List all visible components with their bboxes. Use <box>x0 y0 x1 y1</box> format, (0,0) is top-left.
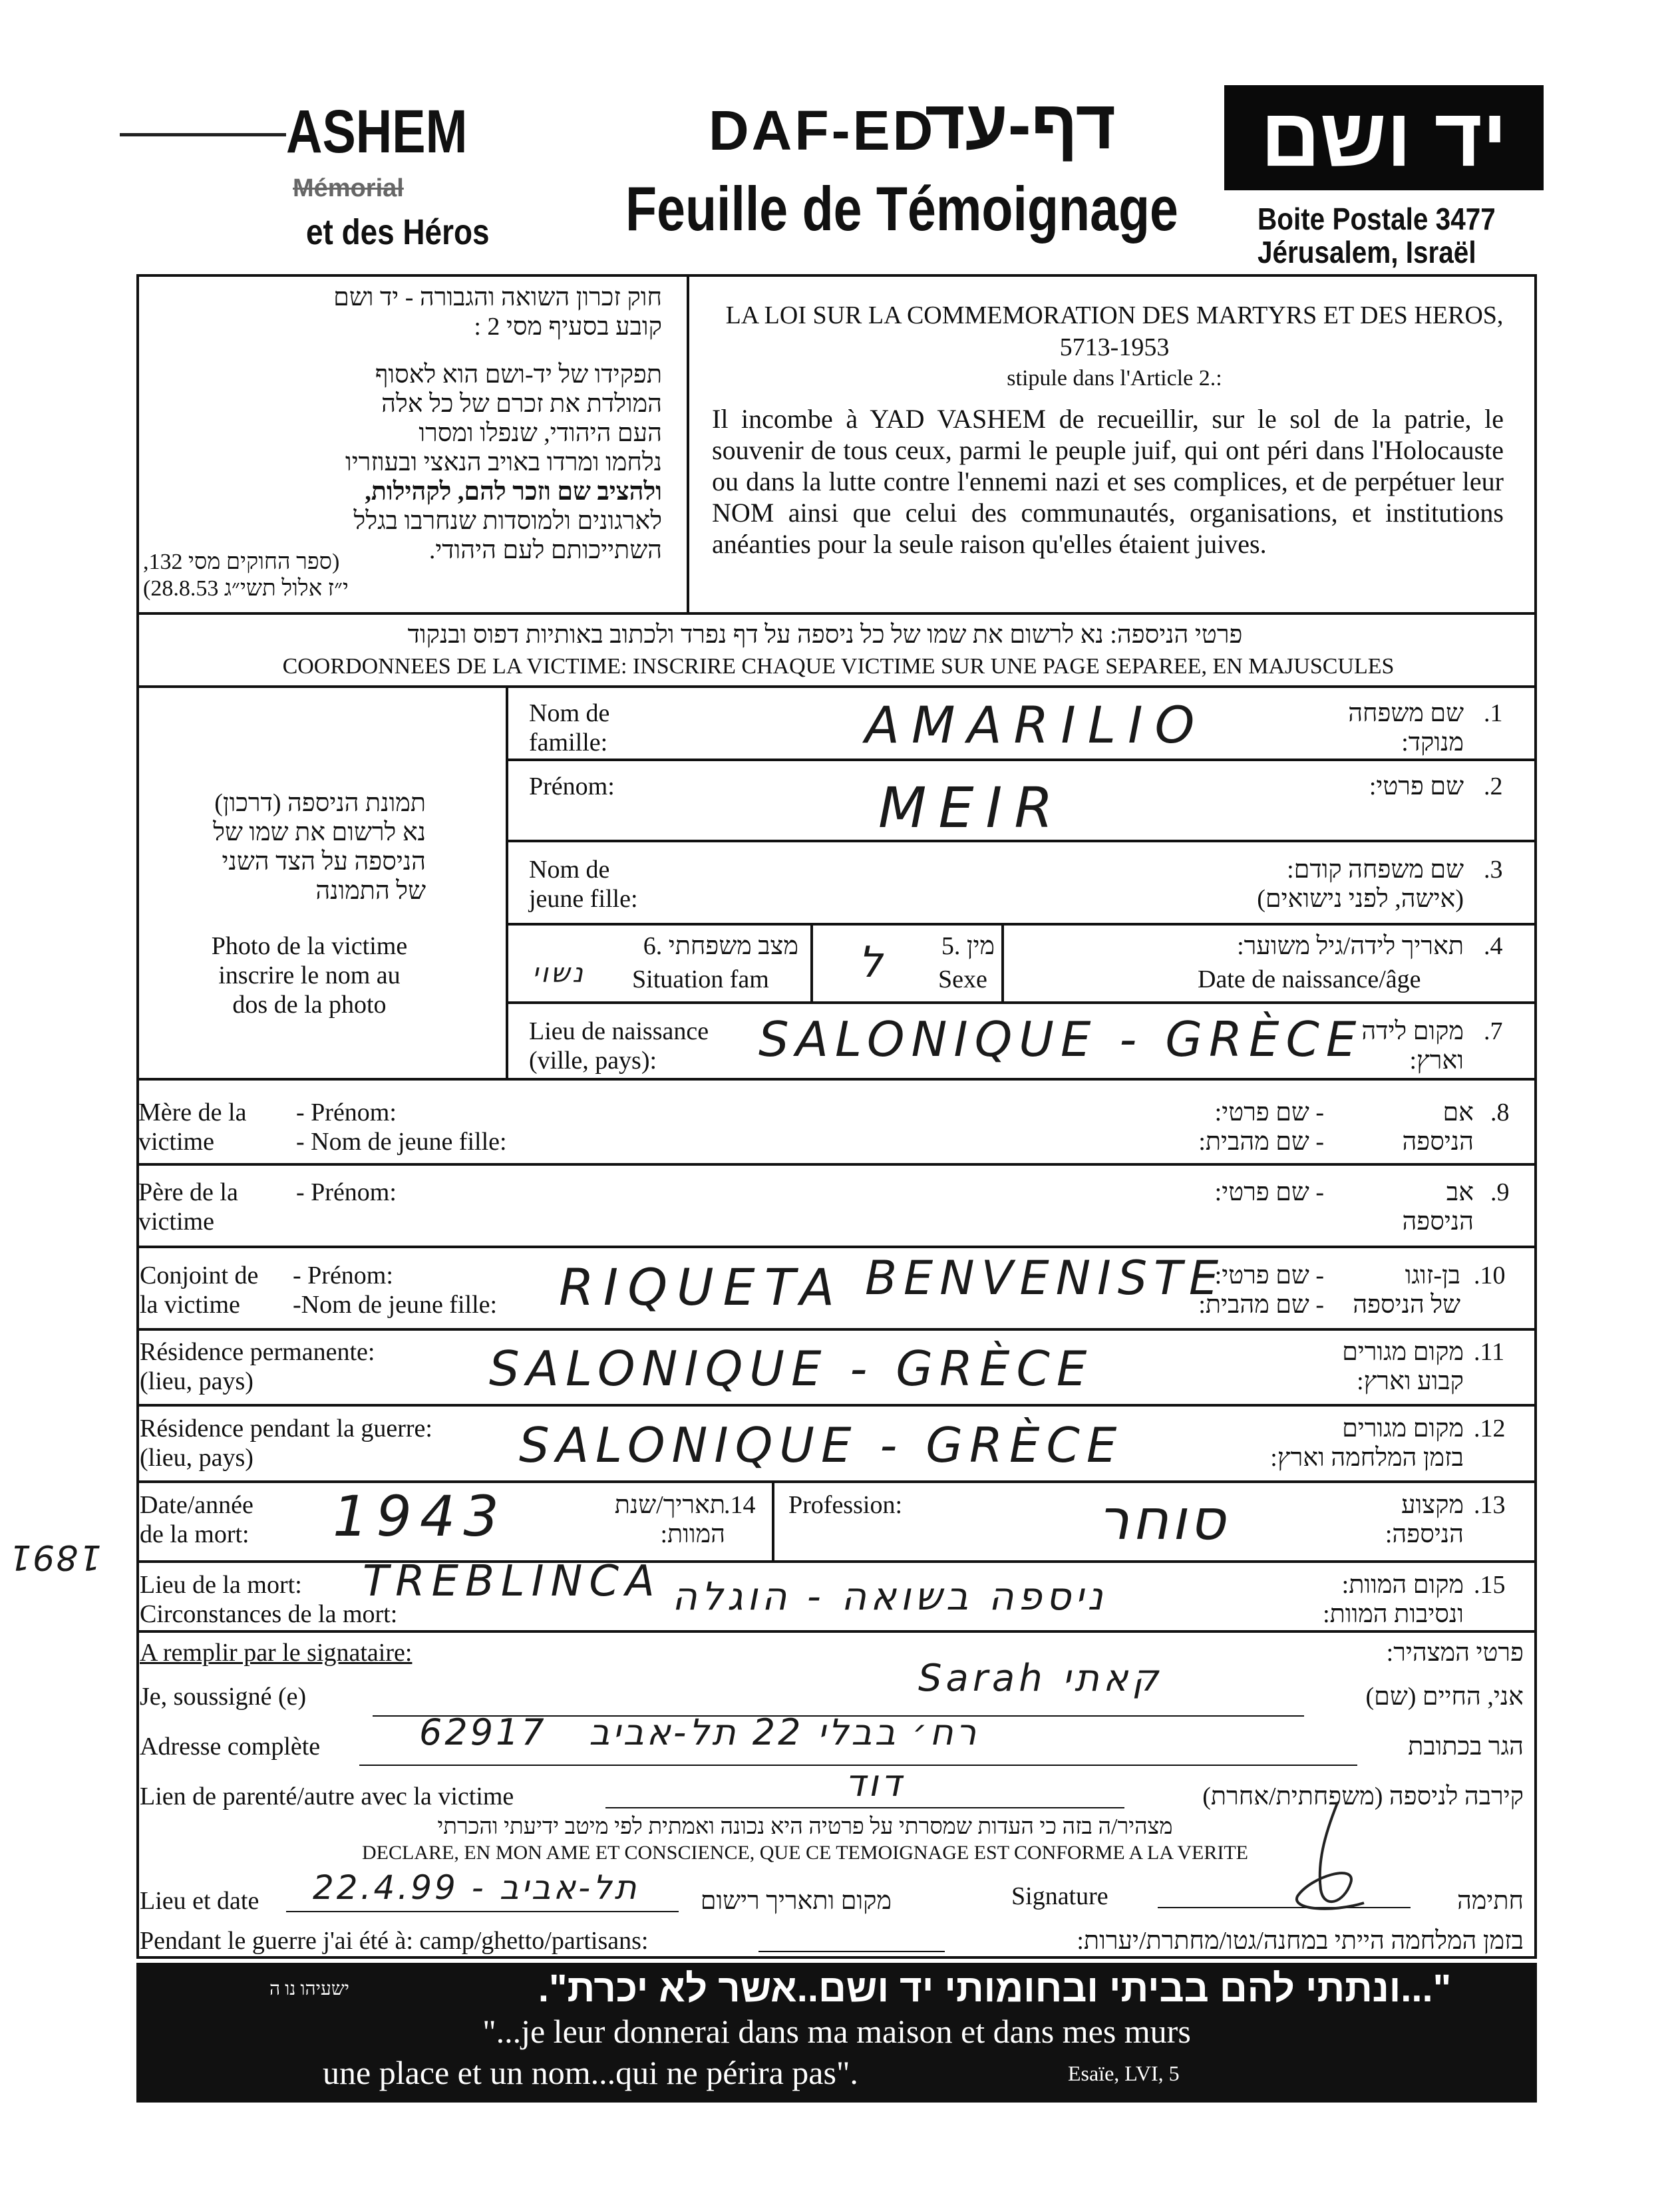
photo-instructions-fr: Photo de la victime inscrire le nom au dos de la photo <box>211 932 408 1019</box>
f12-num: .12 <box>1474 1415 1506 1442</box>
f2-value: MEIR <box>878 775 1065 840</box>
sig-rel-value: דוד <box>845 1762 904 1805</box>
redaction-mark <box>120 133 286 136</box>
f13-num: .13 <box>1474 1491 1506 1519</box>
sig-title-fr: A remplir par le signataire: <box>140 1639 413 1667</box>
f2-label-he: שם פרטי: <box>1369 772 1464 800</box>
f13-value: סוחר <box>1098 1487 1228 1552</box>
f15-value-he: ניספה בשואה - הוגלה <box>672 1574 1107 1619</box>
f5-label-he: מין .5 <box>941 932 995 960</box>
f7-label-he: מקום לידה וארץ: <box>1361 1017 1464 1075</box>
f9-label-he-a: אב הניספה <box>1402 1178 1474 1236</box>
f1-num: .1 <box>1484 699 1503 727</box>
f10-num: .10 <box>1474 1262 1506 1289</box>
quote-fr-ref: Esaïe, LVI, 5 <box>1068 2061 1180 2085</box>
photo-instructions-he: תמונת הניספה (דרכון) נא לרשום את שמו של הניספה על הצד השני של התמונה <box>213 789 426 905</box>
sig-title-he: פרטי המצהיר: <box>1386 1639 1524 1667</box>
f6-label-fr: Situation fam <box>632 965 769 993</box>
victim-header-fr: COORDONNEES DE LA VICTIME: INSCRIRE CHAQUE VICTIME SUR UNE PAGE SEPAREE, EN MAJUSCULES <box>282 654 1395 679</box>
f9-label-fr-a: Père de la victime <box>138 1178 238 1236</box>
f10-label-he-a: בן-זוגו של הניספה <box>1353 1262 1460 1319</box>
f12-value: SALONIQUE - GRÈCE <box>519 1417 1124 1473</box>
logo-text: יד ושם <box>1260 92 1508 184</box>
f12-label-fr: Résidence pendant la guerre: (lieu, pays) <box>140 1415 432 1472</box>
f10-label-he-b: - שם פרטי: - שם מהבית: <box>1198 1262 1324 1319</box>
f1-label-fr: Nom de famille: <box>529 699 610 757</box>
sig-addr-label-fr: Adresse complète <box>140 1733 321 1761</box>
f7-num: .7 <box>1484 1017 1503 1045</box>
f8-num: .8 <box>1490 1099 1510 1126</box>
org-subtitle: et des Héros <box>306 212 490 252</box>
sig-declare-he: מצהיר/ה בזה כי העדות שמסרתי על פרטיה היא נכונה ואמתית לפי מיטב ידיעתי והכרתי <box>437 1814 1173 1839</box>
f14-label-fr: Date/année de la mort: <box>140 1491 253 1548</box>
f7-label-fr: Lieu de naissance (ville, pays): <box>529 1017 709 1075</box>
f8-label-he-a: אם הניספה <box>1402 1099 1474 1156</box>
postal-city: Jérusalem, Israël <box>1258 235 1476 269</box>
sig-rel-label-he: קירבה לניספה (משפחתית/אחרת) <box>1202 1782 1524 1810</box>
f6-value: נשוי <box>532 958 586 989</box>
f9-label-fr-b: - Prénom: <box>296 1178 397 1206</box>
f10-value-last: BENVENISTE <box>865 1251 1226 1305</box>
f4-label-he: תאריך לידה/גיל משוער: <box>1237 932 1464 960</box>
law-he-ref: (ספר החוקים מסי 132, י״ז אלול תשי״ג 28.8.53) <box>143 550 349 601</box>
f5-value: ל <box>858 938 883 987</box>
sig-place-label-he: מקום ותאריך רישום <box>700 1887 892 1915</box>
sig-war-label-fr: Pendant le guerre j'ai été à: camp/ghetto/partisans: <box>140 1927 649 1955</box>
f4-num: .4 <box>1484 932 1503 960</box>
law-fr-sub: stipule dans l'Article 2.: <box>1007 366 1222 391</box>
law-fr-body: Il incombe à YAD VASHEM de recueillir, sur le sol de la patrie, le souvenir de tous ceux, parmi le peuple juif, qui ont péri dans l'Holocauste ou dans la lutte contre l'ennemi nazi et ses complices, et de perpétuer leur NOM ainsi que celui des communautés, organisations, et institutions anéanties pour la seule raison qu'elles étaient juives. <box>712 404 1504 559</box>
f9-num: .9 <box>1490 1178 1510 1206</box>
sig-name-label-he: אני, החיים (שם) <box>1365 1683 1524 1711</box>
f11-label-fr: Résidence permanente: (lieu, pays) <box>140 1338 375 1395</box>
f3-label-fr: Nom de jeune fille: <box>529 856 638 913</box>
f3-num: .3 <box>1484 856 1503 884</box>
quote-banner <box>136 1963 1537 2103</box>
yad-vashem-logo <box>1224 85 1544 190</box>
f14-label-he: תאריך/שנת המוות: <box>614 1491 725 1548</box>
quote-fr-line2: une place et un nom...qui ne périra pas". <box>323 2054 858 2091</box>
f4-label-fr: Date de naissance/âge <box>1198 965 1421 993</box>
f11-value: SALONIQUE - GRÈCE <box>489 1341 1094 1397</box>
sig-addr-value: 62917 רח׳ בבלי 22 תל-אביב <box>419 1711 979 1753</box>
f2-label-fr: Prénom: <box>529 772 615 800</box>
f3-label-he: שם משפחה קודם: (אישה, לפני נישואים) <box>1257 856 1464 913</box>
f8-label-fr-a: Mère de la victime <box>138 1099 247 1156</box>
f11-num: .11 <box>1474 1338 1505 1366</box>
f14-num: .14 <box>724 1491 756 1519</box>
org-name-strike: Mémorial <box>293 174 404 202</box>
f5-label-fr: Sexe <box>938 965 987 993</box>
f14-value: 1943 <box>333 1484 507 1549</box>
f13-label-he: מקצוע הניספה: <box>1385 1491 1464 1548</box>
sig-name-value: Sarah קאתי <box>918 1657 1162 1700</box>
f2-num: .2 <box>1484 772 1503 800</box>
sig-signature-label-fr: Signature <box>1011 1882 1108 1910</box>
f10-value-first: RIQUETA <box>559 1258 844 1317</box>
f15-value: TREBLINCA <box>363 1557 661 1606</box>
sig-signature-label-he: חתימה <box>1456 1887 1524 1915</box>
f10-label-fr-b: - Prénom: -Nom de jeune fille: <box>293 1262 498 1319</box>
sig-declare-fr: DECLARE, EN MON AME ET CONSCIENCE, QUE CE TEMOIGNAGE EST CONFORME A LA VERITE <box>362 1842 1248 1864</box>
f6-label-he: מצב משפחתי .6 <box>643 932 798 960</box>
f7-value: SALONIQUE - GRÈCE <box>758 1011 1363 1067</box>
postal-box: Boite Postale 3477 <box>1258 202 1496 236</box>
sig-name-label-fr: Je, soussigné (e) <box>140 1683 307 1711</box>
f13-label-fr: Profession: <box>788 1491 902 1519</box>
title-he: דף-עד <box>925 86 1116 164</box>
sig-addr-label-he: הגר בכתובת <box>1408 1733 1524 1761</box>
f8-label-he-b: - שם פרטי: - שם מהבית: <box>1198 1099 1324 1156</box>
title-fr: DAF-ED <box>709 99 936 162</box>
f8-label-fr-b: - Prénom: - Nom de jeune fille: <box>296 1099 507 1156</box>
f1-value: AMARILIO <box>865 695 1207 755</box>
quote-fr-line1: "...je leur donnerai dans ma maison et dans mes murs <box>482 2013 1191 2050</box>
org-name-fragment: ASHEM <box>286 98 468 166</box>
victim-header-he: פרטי הניספה: נא לרשום את שמו של כל ניספה על דף נפרד ולכתוב באותיות דפוס ובנקוד <box>407 621 1243 649</box>
margin-note: 1891 <box>8 1537 102 1577</box>
f10-label-fr-a: Conjoint de la victime <box>140 1262 259 1319</box>
f12-label-he: מקום מגורים בזמן המלחמה וארץ: <box>1270 1415 1464 1472</box>
f1-label-he: שם משפחה מנוקד: <box>1348 699 1464 757</box>
form-subtitle: Feuille de Témoignage <box>625 174 1178 244</box>
signature-scribble <box>1258 1796 1391 1930</box>
f15-label-he: מקום המוות: ונסיבות המוות: <box>1323 1571 1464 1628</box>
law-fr-title: LA LOI SUR LA COMMEMORATION DES MARTYRS ET DES HEROS, 5713-1953 <box>725 301 1504 361</box>
f15-label-fr: Lieu de la mort: Circonstances de la mort: <box>140 1571 398 1628</box>
sig-rel-label-fr: Lien de parenté/autre avec la victime <box>140 1782 514 1810</box>
f15-num: .15 <box>1474 1571 1506 1599</box>
quote-he-ref: ישעיהו נו ה <box>269 1979 349 1999</box>
sig-place-value: 22.4.99 - תל-אביב <box>313 1868 639 1907</box>
f11-label-he: מקום מגורים קבוע וארץ: <box>1342 1338 1464 1395</box>
law-he-text: חוק זכרון השואה והגבורה - יד ושם קובע בסעיף מסי 2 : תפקידו של יד-ושם הוא לאסוף המולדת את זכרם של כל אלה העם היהודי, שנפלו ומסרו נלחמו ומרדו באויב הנאצי ובעוזריו ולהציב שם וזכר להם, לקהילות, לארגונים ולמוסדות שנחרבו בגלל השתייכותם לעם היהודי. <box>333 283 662 564</box>
sig-war-label-he: בזמן המלחמה הייתי במחנה/גטו/מחתרת/יערות: <box>1077 1927 1524 1955</box>
quote-he: "...ונתתי להם בביתי ובחומותי יד ושם..אשר לא יכרת". <box>538 1967 1452 2010</box>
sig-place-label-fr: Lieu et date <box>140 1887 259 1915</box>
f9-label-he-b: - שם פרטי: <box>1214 1178 1324 1206</box>
